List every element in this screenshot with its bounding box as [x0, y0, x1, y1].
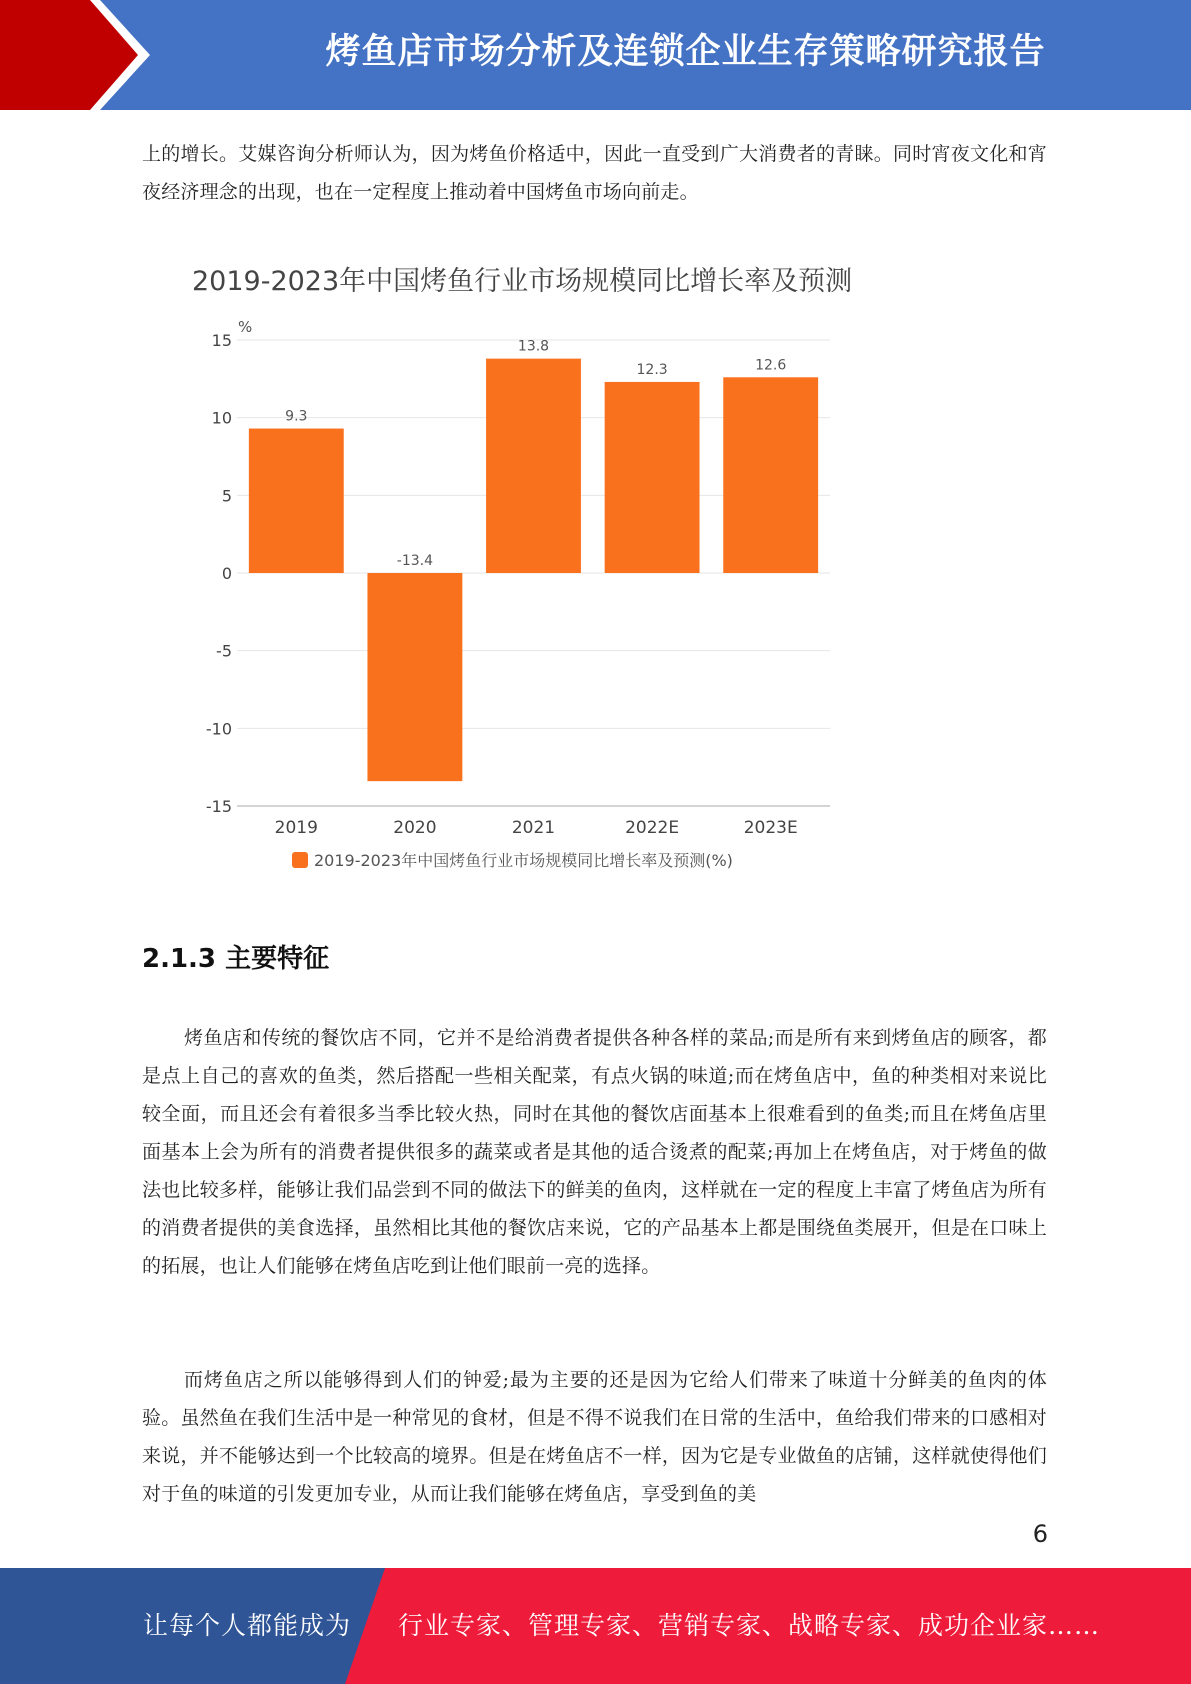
x-tick-label: 2019 — [274, 818, 318, 838]
legend-label: 2019-2023年中国烤鱼行业市场规模同比增长率及预测(%) — [314, 851, 733, 870]
data-label: 12.6 — [755, 357, 787, 374]
y-tick-label: 10 — [211, 408, 232, 428]
x-tick-label: 2023E — [743, 818, 798, 838]
section-heading: 2.1.3 主要特征 — [142, 944, 330, 974]
bar-2022E — [605, 382, 700, 573]
y-tick-label: 0 — [221, 564, 232, 583]
page-header — [0, 0, 1191, 110]
y-tick-label: -15 — [205, 797, 232, 816]
y-tick-label: -5 — [216, 641, 232, 661]
intro-paragraph: 上的增长。艾媒咨询分析师认为，因为烤鱼价格适中，因此一直受到广大消费者的青睐。同时宵夜文化和宵夜经济理念的出现，也在一定程度上推动着中国烤鱼市场向前走。 — [142, 143, 1047, 203]
growth-rate-chart — [170, 250, 870, 880]
bar-2020 — [367, 573, 462, 781]
y-tick-label: 5 — [221, 486, 232, 506]
chart-svg — [170, 250, 870, 880]
data-label: 13.8 — [517, 338, 550, 355]
y-tick-label: -10 — [205, 719, 232, 739]
page-footer — [0, 1568, 1191, 1684]
footer-slogan-right: 行业专家、管理专家、营销专家、战略专家、成功企业家…… — [398, 1611, 1101, 1640]
bar-2019 — [249, 429, 344, 573]
y-tick-label: 15 — [211, 331, 232, 350]
x-tick-label: 2020 — [393, 818, 437, 838]
body-paragraph-2: 而烤鱼店之所以能够得到人们的钟爱;最为主要的还是因为它给人们带来了味道十分鲜美的鱼肉的体验。虽然鱼在我们生活中是一种常见的食材，但是不得不说我们在日常的生活中，鱼给我们带来的口感相对来说，并不能够达到一个比较高的境界。但是在烤鱼店不一样，因为它是专业做鱼的店铺，这样就使得他们对于鱼的味道的引发更加专业，从而让我们能够在烤鱼店，享受到鱼的美 — [142, 1369, 1047, 1505]
x-tick-label: 2021 — [511, 818, 556, 838]
legend-swatch — [292, 852, 308, 868]
header-arrow-decoration — [0, 0, 160, 110]
page-number: 6 — [1032, 1520, 1048, 1548]
footer-slogan-left: 让每个人都能成为 — [143, 1611, 352, 1640]
x-tick-label: 2022E — [625, 818, 680, 838]
chart-title: 2019-2023年中国烤鱼行业市场规模同比增长率及预测 — [192, 266, 853, 297]
bar-2021 — [486, 359, 581, 573]
data-label: 12.3 — [636, 361, 668, 378]
y-axis-unit-label: % — [238, 318, 253, 336]
data-label: 9.3 — [285, 408, 308, 425]
body-paragraph-1: 烤鱼店和传统的餐饮店不同，它并不是给消费者提供各种各样的菜品;而是所有来到烤鱼店的顾客，都是点上自己的喜欢的鱼类，然后搭配一些相关配菜，有点火锅的味道;而在烤鱼店中，鱼的种类相对来说比较全面，而且还会有着很多当季比较火热，同时在其他的餐饮店面基本上很难看到的鱼类;而且在烤鱼店里面基本上会为所有的消费者提供很多的蔬菜或者是其他的适合烫煮的配菜;再加上在烤鱼店，对于烤鱼的做法也比较多样，能够让我们品尝到不同的做法下的鲜美的鱼肉，这样就在一定的程度上丰富了烤鱼店为所有的消费者提供的美食选择，虽然相比其他的餐饮店来说，它的产品基本上都是围绕鱼类展开，但是在口味上的拓展，也让人们能够在烤鱼店吃到让他们眼前一亮的选择。 — [142, 1027, 1047, 1277]
bar-2023E — [723, 377, 818, 573]
report-title: 烤鱼店市场分析及连锁企业生存策略研究报告 — [325, 32, 1046, 72]
data-label: -13.4 — [396, 553, 434, 569]
